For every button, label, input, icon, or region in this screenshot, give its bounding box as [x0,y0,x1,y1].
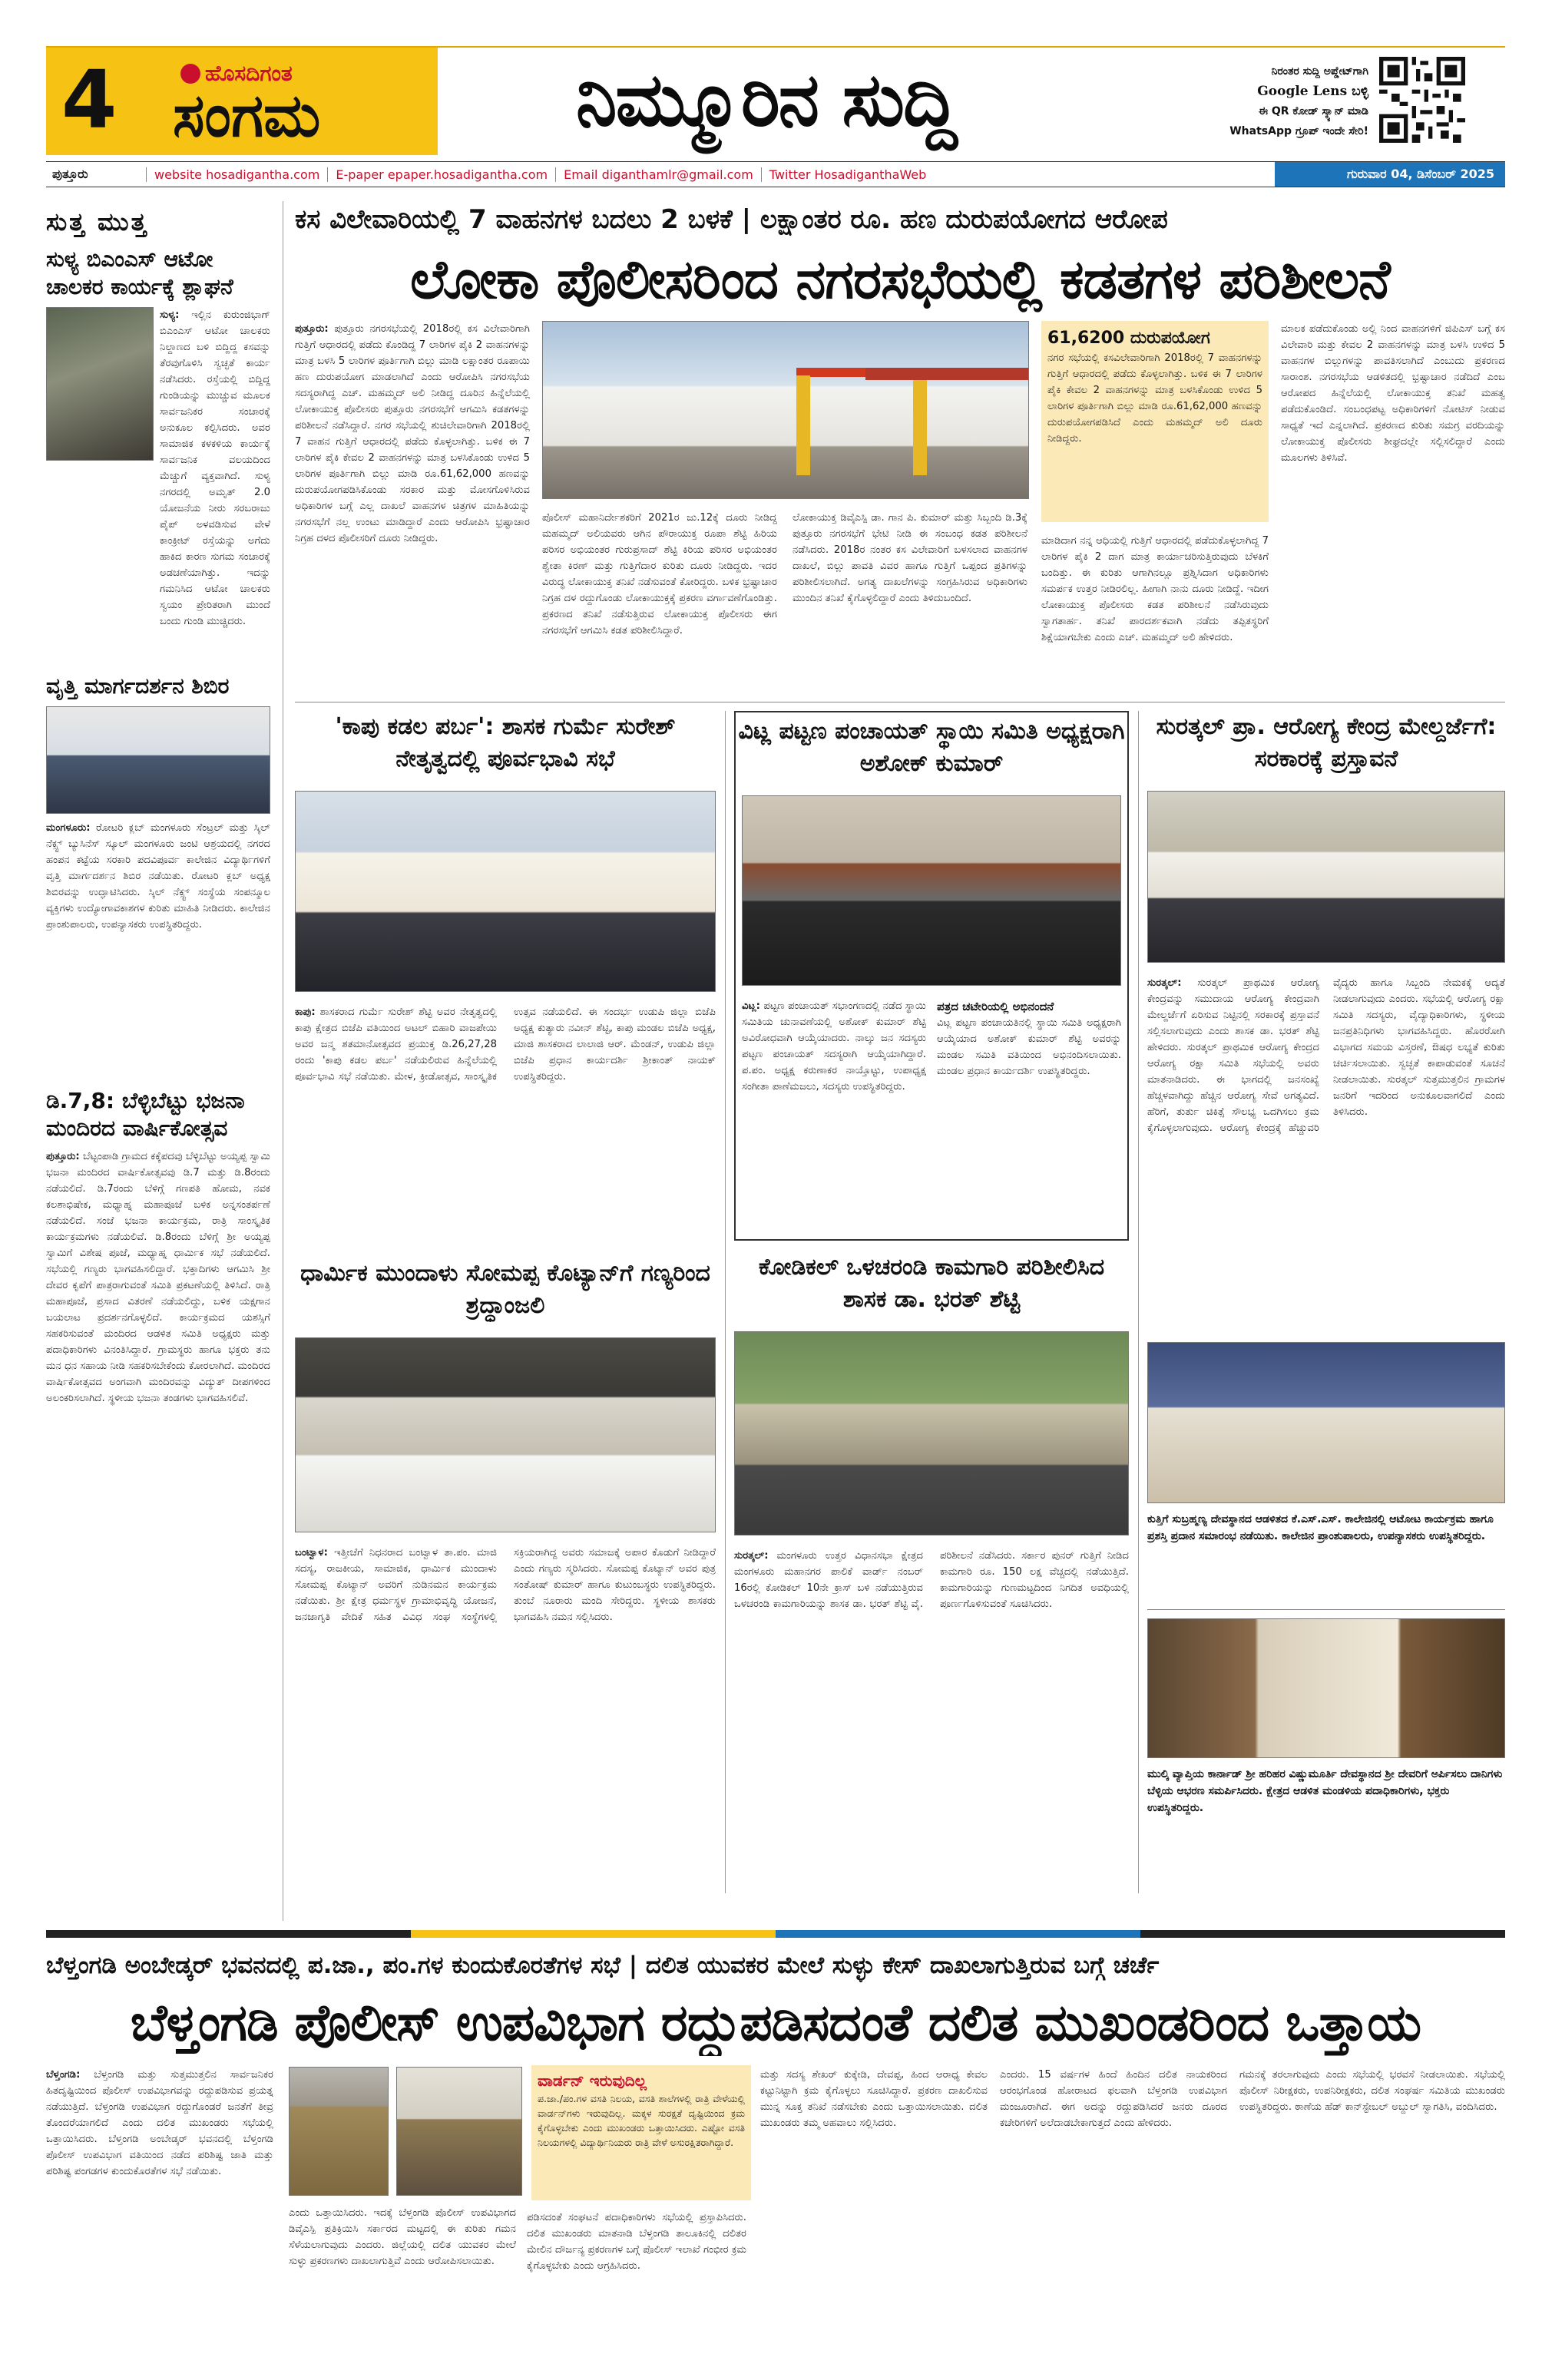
police-official-photo [289,2067,389,2196]
top-col-4: ಮಾಡಿದಾಗ ನನ್ನ ಆಧಿಯಲ್ಲಿ ಗುತ್ತಿಗೆ ಆಧಾರದಲ್ಲಿ ಪಡೆದುಕೊಳ್ಳಲಾಗಿದ್ದ 7 ಲಾರಿಗಳ ಪೈಕಿ 2 ದಾಗ ಮಾತ್ರ ಕಾರ್ಯಾಚರಿಸುತ್ತಿರುವುದು ಬೆಳಕಿಗೆ ಬಂದಿತ್ತು. ಈ ಕುರಿತು ಆಗಾಗಿನಲ್ಲೂ ಪ್ರಶ್ನಿಸಿದಾಗ ಅಧಿಕಾರಿಗಳು ಸಮರ್ಪಕ ಉತ್ತರ ನೀಡಿರಲಿಲ್ಲ. ಹೀಗಾಗಿ ನಾನು ದೂರು ನೀಡಿದ್ದೆ. ಇದೀಗ ಲೋಕಾಯುಕ್ತ ಪೊಲೀಸರು ಕಡತ ಪರಿಶೀಲನೆ ನಡೆಸಿರುವುದು ಸ್ವಾಗತಾರ್ಹ. ತನಿಖೆ ಪಾರದರ್ಶಕವಾಗಿ ನಡೆದು ತಪ್ಪಿತಸ್ಥರಿಗೆ ಶಿಕ್ಷೆಯಾಗಬೇಕು ಎಂದು ಎಚ್. ಮಹಮ್ಮದ್ ಅಲಿ ಹೇಳಿದರು. [1041,535,1269,643]
meeting-hall-photo [396,2067,522,2196]
gate-pillar [913,375,927,475]
top-col-3: ಲೋಕಾಯುಕ್ತ ಡಿವೈಎಸ್ಪಿ ಡಾ. ಗಾನ ಪಿ. ಕುಮಾರ್ ಮತ್ತು ಸಿಬ್ಬಂದಿ ಡಿ.3ಕ್ಕೆ ಪುತ್ತೂರು ನಗರಸಭೆಗೆ ಭೇಟಿ ನೀಡಿ ಈ ಸಂಬಂಧ ಕಡತ ಪರಿಶೀಲನೆ ನಡೆಸಿದರು. 2018ರ ನಂತರ ಕಸ ವಿಲೇವಾರಿಗೆ ಬಳಸಲಾದ ವಾಹನಗಳ ದಾಖಲೆ, ಬಿಲ್ಲು ಪಾವತಿ ವಿವರ ಹಾಗೂ ಗುತ್ತಿಗೆ ಒಪ್ಪಂದ ಪ್ರತಿಗಳನ್ನು ಪರಿಶೀಲಿಸಲಾಗಿದೆ. ಅಗತ್ಯ ದಾಖಲೆಗಳನ್ನು ಸಂಗ್ರಹಿಸಿರುವ ಅಧಿಕಾರಿಗಳು ಮುಂದಿನ ತನಿಖೆ ಕೈಗೊಳ್ಳಲಿದ್ದಾರೆ ಎಂದು ತಿಳಿದುಬಂದಿದೆ. [793,512,1027,604]
story-title: ಕೋಡಿಕಲ್ ಒಳಚರಂಡಿ ಕಾಮಗಾರಿ ಪರಿಶೀಲಿಸಿದ ಶಾಸಕ ಡಾ. ಭರತ್ ಶೆಟ್ಟಿ [758,1254,1105,1313]
info-strip [46,161,1505,187]
tribute-photo [295,1337,716,1532]
date-box [1275,161,1505,187]
masthead [46,46,1505,154]
top-col-5: ಮಾಲಕ ಪಡೆದುಕೊಂಡು ಅಲ್ಲಿ ನಿಂದ ವಾಹನಗಳಿಗೆ ಜಿಪಿಎಸ್ ಬಗ್ಗೆ ಕಸ ವಿಲೇವಾರಿ ಮತ್ತು ಕೇವಲ 2 ವಾಹನಗಳನ್ನು ಮಾತ್ರ ಬಳಸಿ ಉಳಿದ 5 ವಾಹನಗಳ ಬಿಲ್ಲುಗಳನ್ನು ಪಾವತಿಸಲಾಗಿದೆ ಎಂಬುದು ಪ್ರಕರಣದ ಸಾರಾಂಶ. ನಗರಸಭೆಯ ಆಡಳಿತದಲ್ಲಿ ಭ್ರಷ್ಟಾಚಾರ ನಡೆದಿದೆ ಎಂಬ ಆರೋಪದ ಹಿನ್ನೆಲೆಯಲ್ಲಿ ಲೋಕಾಯುಕ್ತ ತನಿಖೆ ಮಹತ್ವ ಪಡೆದುಕೊಂಡಿದೆ. ಸಂಬಂಧಪಟ್ಟ ಅಧಿಕಾರಿಗಳಿಗೆ ನೋಟಿಸ್ ನೀಡುವ ಸಾಧ್ಯತೆ ಇದೆ ಎನ್ನಲಾಗಿದೆ. ಪ್ರಕರಣದ ಕುರಿತು ಸಮಗ್ರ ವರದಿಯನ್ನು ಲೋಕಾಯುಕ್ತ ಪೊಲೀಸರು ಶೀಘ್ರದಲ್ಲೇ ಸಲ್ಲಿಸಲಿದ್ದಾರೆ ಎಂದು ಮೂಲಗಳು ತಿಳಿಸಿವೆ. [1281,323,1505,464]
twitter-link[interactable]: Twitter HosadiganthaWeb [761,167,934,182]
story-title: ಡಿ.7,8: ಬೆಳ್ಳಿಬೆಟ್ಟು ಭಜನಾ ಮಂದಿರದ ವಾರ್ಷಿಕೋತ್ಸವ [46,1088,245,1141]
left-column [46,201,270,1921]
qr-text: ನಿರಂತರ ಸುದ್ದಿ ಅಪ್ಡೇಟ್‌ಗಾಗಿ Google Lens ಬಳ್ಳಿ ಈ QR ಕೋಡ್ ಸ್ಕ್ಯಾನ್ ಮಾಡಿ WhatsApp ಗ್ರೂಪ್ ಇಂದೇ ಸೇರಿ! [1229,65,1368,137]
vitla-panchayat-photo [742,795,1121,986]
bottom-col-5: ಎಂದರು. 15 ವರ್ಷಗಳ ಹಿಂದೆ ಹಿಂದಿನ ದಲಿತ ನಾಯಕರಿಂದ ಆರಂಭಗೊಂಡ ಹೋರಾಟದ ಫಲವಾಗಿ ಬೆಳ್ತಂಗಡಿ ಉಪವಿಭಾಗ ಮಂಜೂರಾಗಿದೆ. ಈಗ ಅದನ್ನು ರದ್ದುಪಡಿಸಿದರೆ ಜನರು ದೂರದ ಕಚೇರಿಗಳಿಗೆ ಅಲೆದಾಡಬೇಕಾಗುತ್ತದೆ ಎಂದು ಹೇಳಿದರು. [1000,2069,1227,2129]
story-box [295,1258,716,1895]
suttamutta-logo: ಸುತ್ತ ಮುತ್ತ [46,207,149,236]
photo-news [1147,1618,1505,1895]
story-box [734,711,1129,1241]
bottom-col-1: ಬೆಳ್ತಂಗಡಿ: ಬೆಳ್ತಂಗಡಿ ಮತ್ತು ಸುತ್ತಮುತ್ತಲಿನ ಸಾರ್ವಜನಿಕರ ಹಿತದೃಷ್ಟಿಯಿಂದ ಪೊಲೀಸ್ ಉಪವಿಭಾಗವನ್ನು ರದ್ದುಪಡಿಸುವ ಪ್ರಯತ್ನ ನಡೆಯುತ್ತಿದೆ. ಬೆಳ್ತಂಗಡಿ ಉಪವಿಭಾಗ ರದ್ದುಗೊಂಡರೆ ಜನತೆಗೆ ತೀವ್ರ ತೊಂದರೆಯಾಗಲಿದೆ ಎಂದು ದಲಿತ ಮುಖಂಡರು ಸಭೆಯಲ್ಲಿ ಒತ್ತಾಯಿಸಿದರು. ಬೆಳ್ತಂಗಡಿ ಅಂಬೇಡ್ಕರ್ ಭವನದಲ್ಲಿ ಬೆಳ್ತಂಗಡಿ ಪೊಲೀಸ್ ಉಪವಿಭಾಗ ವತಿಯಿಂದ ನಡೆದ ಪರಿಶಿಷ್ಟ ಜಾತಿ ಮತ್ತು ಪರಿಶಿಷ್ಟ ಪಂಗಡಗಳ ಕುಂದುಕೊರತೆಗಳ ಸಭೆ ನಡೆಯಿತು. [46,2069,273,2177]
story-title: ಧಾರ್ಮಿಕ ಮುಂದಾಳು ಸೋಮಪ್ಪ ಕೊಟ್ಯಾನ್‌ಗೆ ಗಣ್ಯರಿಂದ ಶ್ರದ್ಧಾಂಜಲಿ [300,1260,710,1319]
warden-box-title: ವಾರ್ಡನ್ ಇರುವುದಿಲ್ಲ [538,2071,647,2090]
building-roof [865,368,1029,380]
top-col-1: ಪುತ್ತೂರು: ಪುತ್ತೂರು ನಗರಸಭೆಯಲ್ಲಿ 2018ರಲ್ಲಿ ಕಸ ವಿಲೇವಾರಿಗಾಗಿ ಗುತ್ತಿಗೆ ಆಧಾರದಲ್ಲಿ ಪಡೆದು ಕೊಂಡಿದ್ದ 7 ಲಾರಿಗಳ ಪೈಕಿ 2 ವಾಹನಗಳನ್ನು ಮಾತ್ರ ಬಳಸಿ 5 ಲಾರಿಗಳ ಪೂರ್ತಿಗಾಗಿ ಬಿಲ್ಲು ಮಾಡಿ ಲಕ್ಷಾಂತರ ರೂಪಾಯಿ ಹಣ ದುರುಪಯೋಗ ಮಾಡಲಾಗಿದೆ ಎಂದು ಆರೋಪಿಸಿ ನಗರಸಭೆಯ ಸದಸ್ಯರಾಗಿದ್ದ ಎಚ್. ಮಹಮ್ಮದ್ ಅಲಿ ನೀಡಿದ್ದ ದೂರಿನ ಹಿನ್ನೆಲೆಯಲ್ಲಿ ಲೋಕಾಯುಕ್ತ ಪೊಲೀಸರು ಪುತ್ತೂರು ನಗರಸಭೆಗೆ ಆಗಮಿಸಿ ಕಡತಗಳನ್ನು ಪರಿಶೀಲನೆ ನಡೆಸಿದ್ದಾರೆ. ನಗರ ಸಭೆಯಲ್ಲಿ ಶುಚಿಲೇವಾರಿಗಾಗಿ 2018ರಲ್ಲಿ 7 ವಾಹನ ಗುತ್ತಿಗೆ ಆಧಾರದಲ್ಲಿ ಪಡೆದು ಕೊಳ್ಳಲಾಗಿತ್ತು. ಬಳಿಕ ಈ 7 ಲಾರಿಗಳ ಪೈಕಿ ಕೇವಲ 2 ವಾಹನಗಳನ್ನು ಮಾತ್ರ ಬಳಸಿಕೊಂಡು ಉಳಿದ 5 ಲಾರಿಗಳ ಪೂರ್ತಿಗಾಗಿ ಬಿಲ್ಲು ಮಾಡಿ ರೂ.61,62,000 ಹಣವನ್ನು ದುರುಪಯೋಗಪಡಿಸಿಕೊಂಡು ಸರಕಾರ ಮತ್ತು ಮೋಸಗೊಳಿಸಿರುವ ಅಧಿಕಾರಿಗಳ ಬಗ್ಗೆ ಎಲ್ಲ ದಾಖಲೆ ವಾಹನಗಳ ಚಿತ್ರಗಳ ಮಾಹಿತಿಯನ್ನು ನಗರಸಭೆಗೆ ನಲ್ಲ ಉಂಟು ಮಾಡಿದ್ದಾರೆ ಎಂದು ಆರೋಪಿಸಿ ಭ್ರಷ್ಟಾಚಾರ ನಿಗ್ರಹ ದಳದ ಪೊಲೀಸರಿಗೆ ದೂರು ನೀಡಿದ್ದರು. [295,323,530,544]
paper-name: ಹೊಸದಿಗಂತ [205,61,293,86]
photo-caption: ಮುಲ್ಕಿ ವ್ಯಾಪ್ತಿಯ ಕಾರ್ನಾಡ್ ಶ್ರೀ ಹರಿಹರ ವಿಷ್ಣುಮೂರ್ತಿ ದೇವಸ್ಥಾನದ ಶ್ರೀ ದೇವರಿಗೆ ಅರ್ಪಿಸಲು ದಾನಿಗಳು ಬೆಳ್ಳಿಯ ಆಭರಣ ಸಮರ್ಪಿಸಿದರು. ಕ್ಷೇತ್ರದ ಆಡಳಿತ ಮಂಡಳಿಯ ಪದಾಧಿಕಾರಿಗಳು, ಭಕ್ತರು ಉಪಸ್ಥಿತರಿದ್ದರು. [1147,1768,1503,1814]
college-event-photo [1147,1342,1505,1503]
story-title: ವೃತ್ತಿ ಮಾರ್ಗದರ್ಶನ ಶಿಬಿರ [46,673,230,699]
story-body: ಕಾಪು: ಶಾಸಕರಾದ ಗುರ್ಮೆ ಸುರೇಶ್ ಶೆಟ್ಟಿ ಅವರ ನೇತೃತ್ವದಲ್ಲಿ ಕಾಪು ಕ್ಷೇತ್ರದ ಬಿಜೆಪಿ ವತಿಯಿಂದ ಅಟಲ್ ಬಿಹಾರಿ ವಾಜಪೇಯಿ ಅವರ ಜನ್ಮ ಶತಮಾನೋತ್ಸವದ ಪ್ರಯುಕ್ತ ಡಿ.26,27,28 ರಂದು 'ಕಾಪು ಕಡಲ ಪರ್ಬ' ನಡೆಯಲಿರುವ ಹಿನ್ನೆಲೆಯಲ್ಲಿ ಪೂರ್ವಭಾವಿ ಸಭೆ ನಡೆಯಿತು. ಮೇಳ, ಕ್ರೀಡೋತ್ಸವ, ಸಾಂಸ್ಕೃತಿಕ ಉತ್ಸವ ನಡೆಯಲಿದೆ. ಈ ಸಂದರ್ಭ ಉಡುಪಿ ಜಿಲ್ಲಾ ಬಿಜೆಪಿ ಅಧ್ಯಕ್ಷ ಕುತ್ಯಾರು ನವೀನ್ ಶೆಟ್ಟಿ, ಕಾಪು ಮಂಡಲ ಬಿಜೆಪಿ ಅಧ್ಯಕ್ಷ, ಮಾಜಿ ಶಾಸಕರಾದ ಲಾಲಾಜಿ ಆರ್. ಮೆಂಡನ್, ಉಡುಪಿ ಜಿಲ್ಲಾ ಬಿಜೆಪಿ ಪ್ರಧಾನ ಕಾರ್ಯದರ್ಶಿ ಶ್ರೀಕಾಂತ್ ನಾಯಕ್ ಉಪಸ್ಥಿತರಿದ್ದರು. [295,1007,716,1083]
story-body: ಪುತ್ತೂರು: ಬೆಟ್ಟಂಪಾಡಿ ಗ್ರಾಮದ ಕಕ್ಕೆಪದವು ಬೆಳ್ಳಿಬೆಟ್ಟು ಅಯ್ಯಪ್ಪ ಸ್ವಾಮಿ ಭಜನಾ ಮಂದಿರದ ವಾರ್ಷಿಕೋತ್ಸವವು ಡಿ.7 ಮತ್ತು ಡಿ.8ರಂದು ನಡೆಯಲಿದೆ. ಡಿ.7ರಂದು ಬೆಳಿಗ್ಗೆ ಗಣಪತಿ ಹೋಮ, ನವಕ ಕಲಶಾಭಿಷೇಕ, ಮಧ್ಯಾಹ್ನ ಮಹಾಪೂಜೆ ಬಳಿಕ ಅನ್ನಸಂತರ್ಪಣೆ ನಡೆಯಲಿದೆ. ಸಂಜೆ ಭಜನಾ ಕಾರ್ಯಕ್ರಮ, ರಾತ್ರಿ ಸಾಂಸ್ಕೃತಿಕ ಕಾರ್ಯಕ್ರಮಗಳು ನಡೆಯಲಿವೆ. ಡಿ.8ರಂದು ಬೆಳಿಗ್ಗೆ ಶ್ರೀ ಅಯ್ಯಪ್ಪ ಸ್ವಾಮಿಗೆ ವಿಶೇಷ ಪೂಜೆ, ಮಧ್ಯಾಹ್ನ ಧಾರ್ಮಿಕ ಸಭೆ ನಡೆಯಲಿದೆ. ಸಭೆಯಲ್ಲಿ ಗಣ್ಯರು ಭಾಗವಹಿಸಲಿದ್ದಾರೆ. ಭಕ್ತಾದಿಗಳು ಆಗಮಿಸಿ ಶ್ರೀ ದೇವರ ಕೃಪೆಗೆ ಪಾತ್ರರಾಗುವಂತೆ ಸಮಿತಿ ಪ್ರಕಟಣೆಯಲ್ಲಿ ತಿಳಿಸಿದೆ. ರಾತ್ರಿ ಮಹಾಪೂಜೆ, ಪ್ರಸಾದ ವಿತರಣೆ ನಡೆಯಲಿದ್ದು, ಬಳಿಕ ಯಕ್ಷಗಾನ ಬಯಲಾಟ ಪ್ರದರ್ಶನಗೊಳ್ಳಲಿದೆ. ಕಾರ್ಯಕ್ರಮದ ಯಶಸ್ಸಿಗೆ ಸಹಕರಿಸುವಂತೆ ಮಂದಿರದ ಆಡಳಿತ ಸಮಿತಿ ಅಧ್ಯಕ್ಷರು ಮತ್ತು ಪದಾಧಿಕಾರಿಗಳು ವಿನಂತಿಸಿದ್ದಾರೆ. ಗ್ರಾಮಸ್ಥರು ಹಾಗೂ ಭಕ್ತರು ತನು ಮನ ಧನ ಸಹಾಯ ನೀಡಿ ಸಹಕರಿಸಬೇಕೆಂದು ಕೋರಲಾಗಿದೆ. ಮಂದಿರದ ವಾರ್ಷಿಕೋತ್ಸವದ ಅಂಗವಾಗಿ ಮಂದಿರವನ್ನು ವಿದ್ಯುತ್ ದೀಪಗಳಿಂದ ಅಲಂಕರಿಸಲಾಗಿದೆ. ಸ್ಥಳೀಯ ಭಜನಾ ತಂಡಗಳು ಭಾಗವಹಿಸಲಿವೆ. [46,1151,270,1404]
photo-news [1147,1342,1505,1603]
story-title: ಸುಳ್ಯ ಬಿಎಂಎಸ್ ಆಟೋ ಚಾಲಕರ ಕಾರ್ಯಕ್ಕೆ ಶ್ಲಾಘನೆ [46,246,233,299]
fraud-box-title: 61,6200 ದುರುಪಯೋಗ [1047,329,1210,348]
temple-donation-photo [1147,1618,1505,1758]
story-body: ಮಂಗಳೂರು: ರೋಟರಿ ಕ್ಲಬ್ ಮಂಗಳೂರು ಸೆಂಟ್ರಲ್ ಮತ್ತು ಸ್ಕಿಲ್ ನೆಕ್ಸ್ಟ್ ಬ್ಯುಸಿನೆಸ್ ಸ್ಕೂಲ್ ಮಂಗಳೂರು ಜಂಟಿ ಆಶ್ರಯದಲ್ಲಿ ನಗರದ ಹಂಪನ ಕಟ್ಟೆಯ ಸರಕಾರಿ ಪದವಿಪೂರ್ವ ಕಾಲೇಜಿನ ವಿದ್ಯಾರ್ಥಿಗಳಿಗೆ ವೃತ್ತಿ ಮಾರ್ಗದರ್ಶನ ಶಿಬಿರ ನಡೆಯಿತು. ರೋಟರಿ ಕ್ಲಬ್ ಅಧ್ಯಕ್ಷ ಶಿಬಿರವನ್ನು ಉದ್ಘಾಟಿಸಿದರು. ಸ್ಕಿಲ್ ನೆಕ್ಸ್ಟ್ ಸಂಸ್ಥೆಯ ಸಂಪನ್ಮೂಲ ವ್ಯಕ್ತಿಗಳು ಉದ್ಯೋಗಾವಕಾಶಗಳ ಕುರಿತು ಮಾಹಿತಿ ನೀಡಿದರು. ಕಾಲೇಜಿನ ಪ್ರಾಂಶುಪಾಲರು, ಉಪನ್ಯಾಸಕರು ಉಪಸ್ಥಿತರಿದ್ದರು. [46,822,270,931]
story-body: ವಿಟ್ಲ: ಪಟ್ಟಣ ಪಂಚಾಯತ್ ಸಭಾಂಗಣದಲ್ಲಿ ನಡೆದ ಸ್ಥಾಯಿ ಸಮಿತಿಯ ಚುನಾವಣೆಯಲ್ಲಿ ಅಶೋಕ್ ಕುಮಾರ್ ಶೆಟ್ಟಿ ಅವಿರೋಧವಾಗಿ ಆಯ್ಕೆಯಾದರು. ನಾಲ್ಕು ಜನ ಸದಸ್ಯರು ಪಟ್ಟಣ ಪಂಚಾಯತ್ ಸದಸ್ಯರಾಗಿ ಆಯ್ಕೆಯಾಗಿದ್ದಾರೆ. ಪ.ಪಂ. ಅಧ್ಯಕ್ಷ ಕರುಣಾಕರ ನಾಯ್ತೊಟ್ಟು, ಉಪಾಧ್ಯಕ್ಷ ಸಂಗೀತಾ ಪಾಣೆಮಜಲು, ಸದಸ್ಯರು ಉಪಸ್ಥಿತರಿದ್ದರು. [742,1000,926,1092]
column-rule [725,711,726,1893]
bottom-col-2: ಎಂದು ಒತ್ತಾಯಿಸಿದರು. ಇದಕ್ಕೆ ಬೆಳ್ತಂಗಡಿ ಪೊಲೀಸ್ ಉಪವಿಭಾಗದ ಡಿವೈಎಸ್ಪಿ ಪ್ರತಿಕ್ರಿಯಿಸಿ ಸರ್ಕಾರದ ಮಟ್ಟದಲ್ಲಿ ಈ ಕುರಿತು ಗಮನ ಸೆಳೆಯಲಾಗುವುದು ಎಂದರು. ಜಿಲ್ಲೆಯಲ್ಲಿ ದಲಿತ ಯುವಕರ ಮೇಲೆ ಸುಳ್ಳು ಪ್ರಕರಣಗಳು ದಾಖಲಾಗುತ್ತಿವೆ ಎಂದು ಆರೋಪಿಸಲಾಯಿತು. [289,2207,516,2267]
epaper-link[interactable]: E-paper epaper.hosadigantha.com [327,167,555,182]
top-kicker: ಕಸ ವಿಲೇವಾರಿಯಲ್ಲಿ 7 ವಾಹನಗಳ ಬದಲು 2 ಬಳಕೆ | ಲಕ್ಷಾಂತರ ರೂ. ಹಣ ದುರುಪಯೋಗದ ಆರೋಪ [295,204,1168,235]
bottom-headline: ಬೆಳ್ತಂಗಡಿ ಪೊಲೀಸ್ ಉಪವಿಭಾಗ ರದ್ದುಪಡಿಸದಂತೆ ದಲಿತ ಮುಖಂಡರಿಂದ ಒತ್ತಾಯ [130,1993,1421,2052]
sub-story [937,998,1121,1236]
section-divider [1147,1609,1505,1610]
story-body: ಸುರತ್ಕಲ್: ಮಂಗಳೂರು ಉತ್ತರ ವಿಧಾನಸಭಾ ಕ್ಷೇತ್ರದ ಮಂಗಳೂರು ಮಹಾನಗರ ಪಾಲಿಕೆ ವಾರ್ಡ್ ನಂಬರ್ 16ರಲ್ಲಿ ಕೋಡಿಕಲ್ 10ನೇ ಕ್ರಾಸ್ ಬಳಿ ನಡೆಯುತ್ತಿರುವ ಒಳಚರಂಡಿ ಕಾಮಗಾರಿಯನ್ನು ಶಾಸಕ ಡಾ. ಭರತ್ ಶೆಟ್ಟಿ ವೈ. ಪರಿಶೀಲನೆ ನಡೆಸಿದರು. ಸರ್ಕಾರ ಪುನರ್ ಗುತ್ತಿಗೆ ನೀಡಿದ ಕಾಮಗಾರಿ ರೂ. 150 ಲಕ್ಷ ವೆಚ್ಚದಲ್ಲಿ ನಡೆಯುತ್ತಿದೆ. ಕಾಮಗಾರಿಯನ್ನು ಗುಣಮಟ್ಟದಿಂದ ನಿಗದಿತ ಅವಧಿಯಲ್ಲಿ ಪೂರ್ಣಗೊಳಿಸುವಂತೆ ಸೂಚಿಸಿದರು. [734,1550,1129,1610]
story-body: ಸುಳ್ಯ: ಇಲ್ಲಿನ ಕುರುಂಜಿಭಾಗ್ ಬಿಎಂಎಸ್ ಆಟೋ ಚಾಲಕರು ನಿಲ್ದಾಣದ ಬಳಿ ಬಿದ್ದಿದ್ದ ಕಸವನ್ನು ತೆರವುಗೊಳಿಸಿ ಸ್ವಚ್ಛತೆ ಕಾರ್ಯ ನಡೆಸಿದರು. ರಸ್ತೆಯಲ್ಲಿ ಬಿದ್ದಿದ್ದ ಗುಂಡಿಯನ್ನು ಮುಚ್ಚುವ ಮೂಲಕ ಸಾರ್ವಜನಿಕರ ಸಂಚಾರಕ್ಕೆ ಅನುಕೂಲ ಕಲ್ಪಿಸಿದರು. ಅವರ ಸಾಮಾಜಿಕ ಕಳಕಳಿಯ ಕಾರ್ಯಕ್ಕೆ ಸಾರ್ವಜನಿಕ ವಲಯದಿಂದ ಮೆಚ್ಚುಗೆ ವ್ಯಕ್ತವಾಗಿದೆ. ಸುಳ್ಯ ನಗರದಲ್ಲಿ ಅಮೃತ್ 2.0 ಯೋಜನೆಯ ನೀರು ಸರಬರಾಜು ಪೈಪ್ ಅಳವಡಿಸುವ ವೇಳೆ ಕಾಂಕ್ರೀಟ್ ರಸ್ತೆಯನ್ನು ಅಗೆದು ಹಾಕಿದ ಕಾರಣ ಸುಗಮ ಸಂಚಾರಕ್ಕೆ ಅಡಚಣೆಯಾಗಿತ್ತು. ಇದನ್ನು ಗಮನಿಸಿದ ಆಟೋ ಚಾಲಕರು ಸ್ವಯಂ ಪ್ರೇರಿತರಾಗಿ ಮುಂದೆ ಬಂದು ಗುಂಡಿ ಮುಚ್ಚಿದರು. [46,307,270,666]
story-title: ಸುರತ್ಕಲ್ ಪ್ರಾ. ಆರೋಗ್ಯ ಕೇಂದ್ರ ಮೇಲ್ದರ್ಜೆಗೆ: ಸರಕಾರಕ್ಕೆ ಪ್ರಸ್ತಾವನೆ [1156,713,1497,772]
section-name: ಸಂಗಮ [173,81,321,150]
fraud-box-body: ನಗರ ಸಭೆಯಲ್ಲಿ ಕಸವಿಲೇವಾರಿಗಾಗಿ 2018ರಲ್ಲಿ 7 ವಾಹನಗಳನ್ನು ಗುತ್ತಿಗೆ ಆಧಾರದಲ್ಲಿ ಪಡೆದು ಕೊಳ್ಳಲಾಗಿತ್ತು. ಬಳಿಕ ಈ 7 ಲಾರಿಗಳ ಪೈಕಿ ಕೇವಲ 2 ವಾಹನಗಳನ್ನು ಮಾತ್ರ ಬಳಸಿಕೊಂಡು ಉಳಿದ 5 ಲಾರಿಗಳ ಪೂರ್ತಿಗಾಗಿ ಬಿಲ್ಲು ಮಾಡಿ ರೂ.61,62,000 ಹಣವನ್ನು ದುರುಪಯೋಗಪಡಿಸಿದೆ ಎಂದು ಮಹಮ್ಮದ್ ಅಲಿ ದೂರು ನೀಡಿದ್ದರು. [1047,352,1262,445]
page-number: 4 [61,53,117,147]
website-link[interactable]: website hosadigantha.com [146,167,327,182]
surathkal-meeting-photo [1147,791,1505,963]
qr-code[interactable] [1379,57,1465,143]
issue-date: ಗುರುವಾರ 04, ಡಿಸೆಂಬರ್ 2025 [1346,167,1494,181]
top-col-2: ಪೊಲೀಸ್ ಮಹಾನಿರ್ದೇಶಕರಿಗೆ 2021ರ ಜು.12ಕ್ಕೆ ದೂರು ನೀಡಿದ್ದ ಮಹಮ್ಮದ್ ಅಲಿಯವರು ಆಗಿನ ಪೌರಾಯುಕ್ತ ರೂಪಾ ಶೆಟ್ಟಿ ಹಿರಿಯ ಪರಿಸರ ಅಭಿಯಂತರ ಗುರುಪ್ರಸಾದ್ ಶೆಟ್ಟಿ ಕಿರಿಯ ಪರಿಸರ ಅಭಿಯಂತರ ಶ್ವೇತಾ ಕಿರಣ್ ಮತ್ತು ಗುತ್ತಿಗೆದಾರ ಕುರಿತು ದೂರು ನೀಡಿದ್ದರು. ಇದರ ವಿರುದ್ಧ ಲೋಕಾಯುಕ್ತ ತನಿಖೆ ನಡೆಸುವಂತೆ ಕೋರಿದ್ದರು. ಬಳಿಕ ಭ್ರಷ್ಟಾಚಾರ ನಿಗ್ರಹ ದಳ ರದ್ದುಗೊಂಡು ಲೋಕಾಯುಕ್ತಕ್ಕೆ ಪ್ರಕರಣ ವರ್ಗಾವಣೆಗೊಂಡಿತ್ತು. ಪ್ರಕರಣದ ತನಿಖೆ ನಡೆಸುತ್ತಿರುವ ಲೋಕಾಯುಕ್ತ ಪೊಲೀಸರು ಈಗ ನಗರಸಭೆಗೆ ಆಗಮಿಸಿ ಕಡತ ಪರಿಶೀಲಿಸಿದ್ದಾರೆ. [542,512,777,636]
career-camp-photo [46,706,270,814]
photo-caption: ಕುತ್ತಿಗೆ ಸುಬ್ರಹ್ಮಣ್ಯ ದೇವಸ್ಥಾನದ ಆಡಳಿತದ ಕೆ.ಎಸ್.ಎಸ್. ಕಾಲೇಜಿನಲ್ಲಿ ಆಟೋಟ ಕಾರ್ಯಕ್ರಮ ಹಾಗೂ ಪ್ರಶಸ್ತಿ ಪ್ರದಾನ ಸಮಾರಂಭ ನಡೆಯಿತು. ಕಾಲೇಜಿನ ಪ್ರಾಂಶುಪಾಲರು, ಉಪನ್ಯಾಸಕರು ಉಪಸ್ಥಿತರಿದ್ದರು. [1147,1513,1494,1542]
color-bar [46,1930,1505,1938]
kapu-meeting-photo [295,791,716,992]
sub-story-title: ಪತ್ರದ ಚಟೇರಿಯಲ್ಲಿ ಅಭಿನಂದನೆ [937,1000,1054,1013]
bottom-col-3: ಪಡಿಸದಂತೆ ಸಂಘಟನೆ ಪದಾಧಿಕಾರಿಗಳು ಸಭೆಯಲ್ಲಿ ಪ್ರಸ್ತಾಪಿಸಿದರು. ದಲಿತ ಮುಖಂಡರು ಮಾತನಾಡಿ ಬೆಳ್ತಂಗಡಿ ತಾಲೂಕಿನಲ್ಲಿ ದಲಿತರ ಮೇಲಿನ ದೌರ್ಜನ್ಯ ಪ್ರಕರಣಗಳ ಬಗ್ಗೆ ಪೊಲೀಸ್ ಇಲಾಖೆ ಗಂಭೀರ ಕ್ರಮ ಕೈಗೊಳ್ಳಬೇಕು ಎಂದು ಆಗ್ರಹಿಸಿದರು. [527,2212,746,2272]
auto-drivers-photo [46,307,154,461]
story-box [734,1251,1129,1893]
story-body: ಸುರತ್ಕಲ್: ಸುರತ್ಕಲ್ ಪ್ರಾಥಮಿಕ ಆರೋಗ್ಯ ಕೇಂದ್ರವನ್ನು ಸಮುದಾಯ ಆರೋಗ್ಯ ಕೇಂದ್ರವಾಗಿ ಮೇಲ್ದರ್ಜೆಗೆ ಏರಿಸುವ ನಿಟ್ಟಿನಲ್ಲಿ ಸರಕಾರಕ್ಕೆ ಪ್ರಸ್ತಾವನೆ ಸಲ್ಲಿಸಲಾಗುವುದು ಎಂದು ಶಾಸಕ ಡಾ. ಭರತ್ ಶೆಟ್ಟಿ ಹೇಳಿದರು. ಸುರತ್ಕಲ್ ಪ್ರಾಥಮಿಕ ಆರೋಗ್ಯ ಕೇಂದ್ರದ ಆರೋಗ್ಯ ರಕ್ಷಾ ಸಮಿತಿ ಸಭೆಯಲ್ಲಿ ಅವರು ಮಾತನಾಡಿದರು. ಈ ಭಾಗದಲ್ಲಿ ಜನಸಂಖ್ಯೆ ಹೆಚ್ಚಳವಾಗಿದ್ದು ಹೆಚ್ಚಿನ ಆರೋಗ್ಯ ಸೇವೆ ಅಗತ್ಯವಿದೆ. ಹೆರಿಗೆ, ತುರ್ತು ಚಿಕಿತ್ಸೆ ಸೌಲಭ್ಯ ಒದಗಿಸಲು ಕ್ರಮ ಕೈಗೊಳ್ಳಲಾಗುವುದು. ಆರೋಗ್ಯ ಕೇಂದ್ರಕ್ಕೆ ಹೆಚ್ಚುವರಿ ವೈದ್ಯರು ಹಾಗೂ ಸಿಬ್ಬಂದಿ ನೇಮಕಕ್ಕೆ ಆದ್ಯತೆ ನೀಡಲಾಗುವುದು ಎಂದರು. ಸಭೆಯಲ್ಲಿ ಆರೋಗ್ಯ ರಕ್ಷಾ ಸಮಿತಿ ಸದಸ್ಯರು, ವೈದ್ಯಾಧಿಕಾರಿಗಳು, ಸ್ಥಳೀಯ ಜನಪ್ರತಿನಿಧಿಗಳು ಭಾಗವಹಿಸಿದ್ದರು. ಹೊರರೋಗಿ ವಿಭಾಗದ ಸಮಯ ವಿಸ್ತರಣೆ, ಔಷಧ ಲಭ್ಯತೆ ಕುರಿತು ಚರ್ಚಿಸಲಾಯಿತು. ಸ್ವಚ್ಛತೆ ಕಾಪಾಡುವಂತೆ ಸೂಚನೆ ನೀಡಲಾಯಿತು. ಸುರತ್ಕಲ್ ಸುತ್ತಮುತ್ತಲಿನ ಗ್ರಾಮಗಳ ಜನರಿಗೆ ಇದರಿಂದ ಅನುಕೂಲವಾಗಲಿದೆ ಎಂದು ತಿಳಿಸಿದರು. [1147,977,1505,1134]
column-rule [1138,711,1139,1893]
story-title: 'ಕಾಪು ಕಡಲ ಪರ್ಬ': ಶಾಸಕ ಗುರ್ಮೆ ಸುರೇಶ್ ನೇತೃತ್ವದಲ್ಲಿ ಪೂರ್ವಭಾವಿ ಸಭೆ [335,713,676,772]
page-title: ನಿಮ್ಮೂರಿನ ಸುದ್ದಿ [576,57,956,143]
municipal-building-photo [542,321,1029,499]
bottom-col-6: ಗಮನಕ್ಕೆ ತರಲಾಗುವುದು ಎಂದು ಸಭೆಯಲ್ಲಿ ಭರವಸೆ ನೀಡಲಾಯಿತು. ಸಭೆಯಲ್ಲಿ ಪೊಲೀಸ್ ನಿರೀಕ್ಷಕರು, ಉಪನಿರೀಕ್ಷಕರು, ದಲಿತ ಸಂಘರ್ಷ ಸಮಿತಿಯ ಮುಖಂಡರು ಉಪಸ್ಥಿತರಿದ್ದರು. ಠಾಣೆಯ ಹೆಡ್ ಕಾನ್‌ಸ್ಟೇಬಲ್ ಅಬ್ದುಲ್ ಸ್ವಾಗತಿಸಿ, ವಂದಿಸಿದರು. [1239,2069,1505,2113]
bottom-col-4: ಮತ್ತು ಸದಸ್ಯ ಶೇಖರ್ ಕುಕ್ಕೇಡಿ, ದೇವಪ್ಪ, ಹಿಂದ ಆರಾಧ್ಯ ಕೇವಲ ಕಟ್ಟುನಿಟ್ಟಾಗಿ ಕ್ರಮ ಕೈಗೊಳ್ಳಲು ಸೂಚಿಸಿದ್ದಾರೆ. ಪ್ರಕರಣ ದಾಖಲಿಸುವ ಮುನ್ನ ಸೂಕ್ತ ತನಿಖೆ ನಡೆಸಬೇಕು ಎಂದು ಒತ್ತಾಯಿಸಲಾಯಿತು. ದಲಿತ ಮುಖಂಡರು ತಮ್ಮ ಅಹವಾಲು ಸಲ್ಲಿಸಿದರು. [760,2069,988,2129]
sub-story-body: ವಿಟ್ಲ ಪಟ್ಟಣ ಪಂಚಾಯತಿನಲ್ಲಿ ಸ್ಥಾಯಿ ಸಮಿತಿ ಅಧ್ಯಕ್ಷರಾಗಿ ಆಯ್ಕೆಯಾದ ಅಶೋಕ್ ಕುಮಾರ್ ಶೆಟ್ಟಿ ಅವರನ್ನು ಮಂಡಲ ಸಮಿತಿ ವತಿಯಿಂದ ಅಭಿನಂದಿಸಲಾಯಿತು. ಮಂಡಲ ಪ್ರಧಾನ ಕಾರ್ಯದರ್ಶಿ ಉಪಸ್ಥಿತರಿದ್ದರು. [937,1017,1121,1077]
gate-pillar [796,375,810,475]
warden-box-body: ಪ.ಜಾ./ಪಂ.ಗಳ ವಸತಿ ನಿಲಯ, ವಸತಿ ಶಾಲೆಗಳಲ್ಲಿ ರಾತ್ರಿ ವೇಳೆಯಲ್ಲಿ ವಾರ್ಡನ್‌ಗಳು ಇರುವುದಿಲ್ಲ. ಮಕ್ಕಳ ಸುರಕ್ಷತೆ ದೃಷ್ಟಿಯಿಂದ ಕ್ರಮ ಕೈಗೊಳ್ಳಬೇಕು ಎಂದು ಮುಖಂಡರು ಒತ್ತಾಯಿಸಿದರು. ಎಷ್ಟೋ ವಸತಿ ನಿಲಯಗಳಲ್ಲಿ ವಿದ್ಯಾರ್ಥಿನಿಯರು ರಾತ್ರಿ ವೇಳೆ ಅಸುರಕ್ಷಿತರಾಗಿದ್ದಾರೆ. [538,2093,745,2148]
story-box [1147,711,1505,1333]
drainage-inspection-photo [734,1331,1129,1535]
bottom-kicker: ಬೆಳ್ತಂಗಡಿ ಅಂಬೇಡ್ಕರ್ ಭವನದಲ್ಲಿ ಪ.ಜಾ., ಪಂ.ಗಳ ಕುಂದುಕೊರತೆಗಳ ಸಭೆ | ದಲಿತ ಯುವಕರ ಮೇಲೆ ಸುಳ್ಳು ಕೇಸ್ ದಾಖಲಾಗುತ್ತಿರುವ ಬಗ್ಗೆ ಚರ್ಚೆ [46,1952,1160,1979]
top-headline: ಲೋಕಾ ಪೊಲೀಸರಿಂದ ನಗರಸಭೆಯಲ್ಲಿ ಕಡತಗಳ ಪರಿಶೀಲನೆ [410,248,1390,311]
story-box [295,711,716,1248]
email-link[interactable]: Email diganthamlr@gmail.com [555,167,761,182]
warden-callout-box [531,2065,751,2200]
story-title: ವಿಟ್ಲ ಪಟ್ಟಣ ಪಂಚಾಯತ್ ಸ್ಥಾಯಿ ಸಮಿತಿ ಅಧ್ಯಕ್ಷರಾಗಿ ಅಶೋಕ್ ಕುಮಾರ್ [738,718,1125,777]
story-body: ಬಂಟ್ವಾಳ: ಇತ್ತೀಚೆಗೆ ನಿಧನರಾದ ಬಂಟ್ವಾಳ ತಾ.ಪಂ. ಮಾಜಿ ಸದಸ್ಯ, ರಾಜಕೀಯ, ಸಾಮಾಜಿಕ, ಧಾರ್ಮಿಕ ಮುಂದಾಳು ಸೋಮಪ್ಪ ಕೊಟ್ಯಾನ್ ಅವರಿಗೆ ನುಡಿನಮನ ಕಾರ್ಯಕ್ರಮ ನಡೆಯಿತು. ಶ್ರೀ ಕ್ಷೇತ್ರ ಧರ್ಮಸ್ಥಳ ಗ್ರಾಮಾಭಿವೃದ್ಧಿ ಯೋಜನೆ, ಜನಜಾಗೃತಿ ವೇದಿಕೆ ಸಹಿತ ವಿವಿಧ ಸಂಘ ಸಂಸ್ಥೆಗಳಲ್ಲಿ ಸಕ್ರಿಯರಾಗಿದ್ದ ಅವರು ಸಮಾಜಕ್ಕೆ ಅಪಾರ ಕೊಡುಗೆ ನೀಡಿದ್ದಾರೆ ಎಂದು ಗಣ್ಯರು ಸ್ಮರಿಸಿದರು. ಸೋಮಪ್ಪ ಕೊಟ್ಯಾನ್ ಅವರ ಪುತ್ರ ಸಂತೋಷ್ ಕುಮಾರ್ ಹಾಗೂ ಕುಟುಂಬಸ್ಥರು ಉಪಸ್ಥಿತರಿದ್ದರು. ತುಂಬೆ ನೂರಾರು ಮಂದಿ ಸೇರಿದ್ದರು. ಸ್ಥಳೀಯ ಶಾಸಕರು ಭಾಗವಹಿಸಿ ನಮನ ಸಲ್ಲಿಸಿದರು. [295,1547,716,1623]
fraud-box [1041,321,1269,522]
edition-label: ಪುತ್ತೂರು [52,167,88,181]
